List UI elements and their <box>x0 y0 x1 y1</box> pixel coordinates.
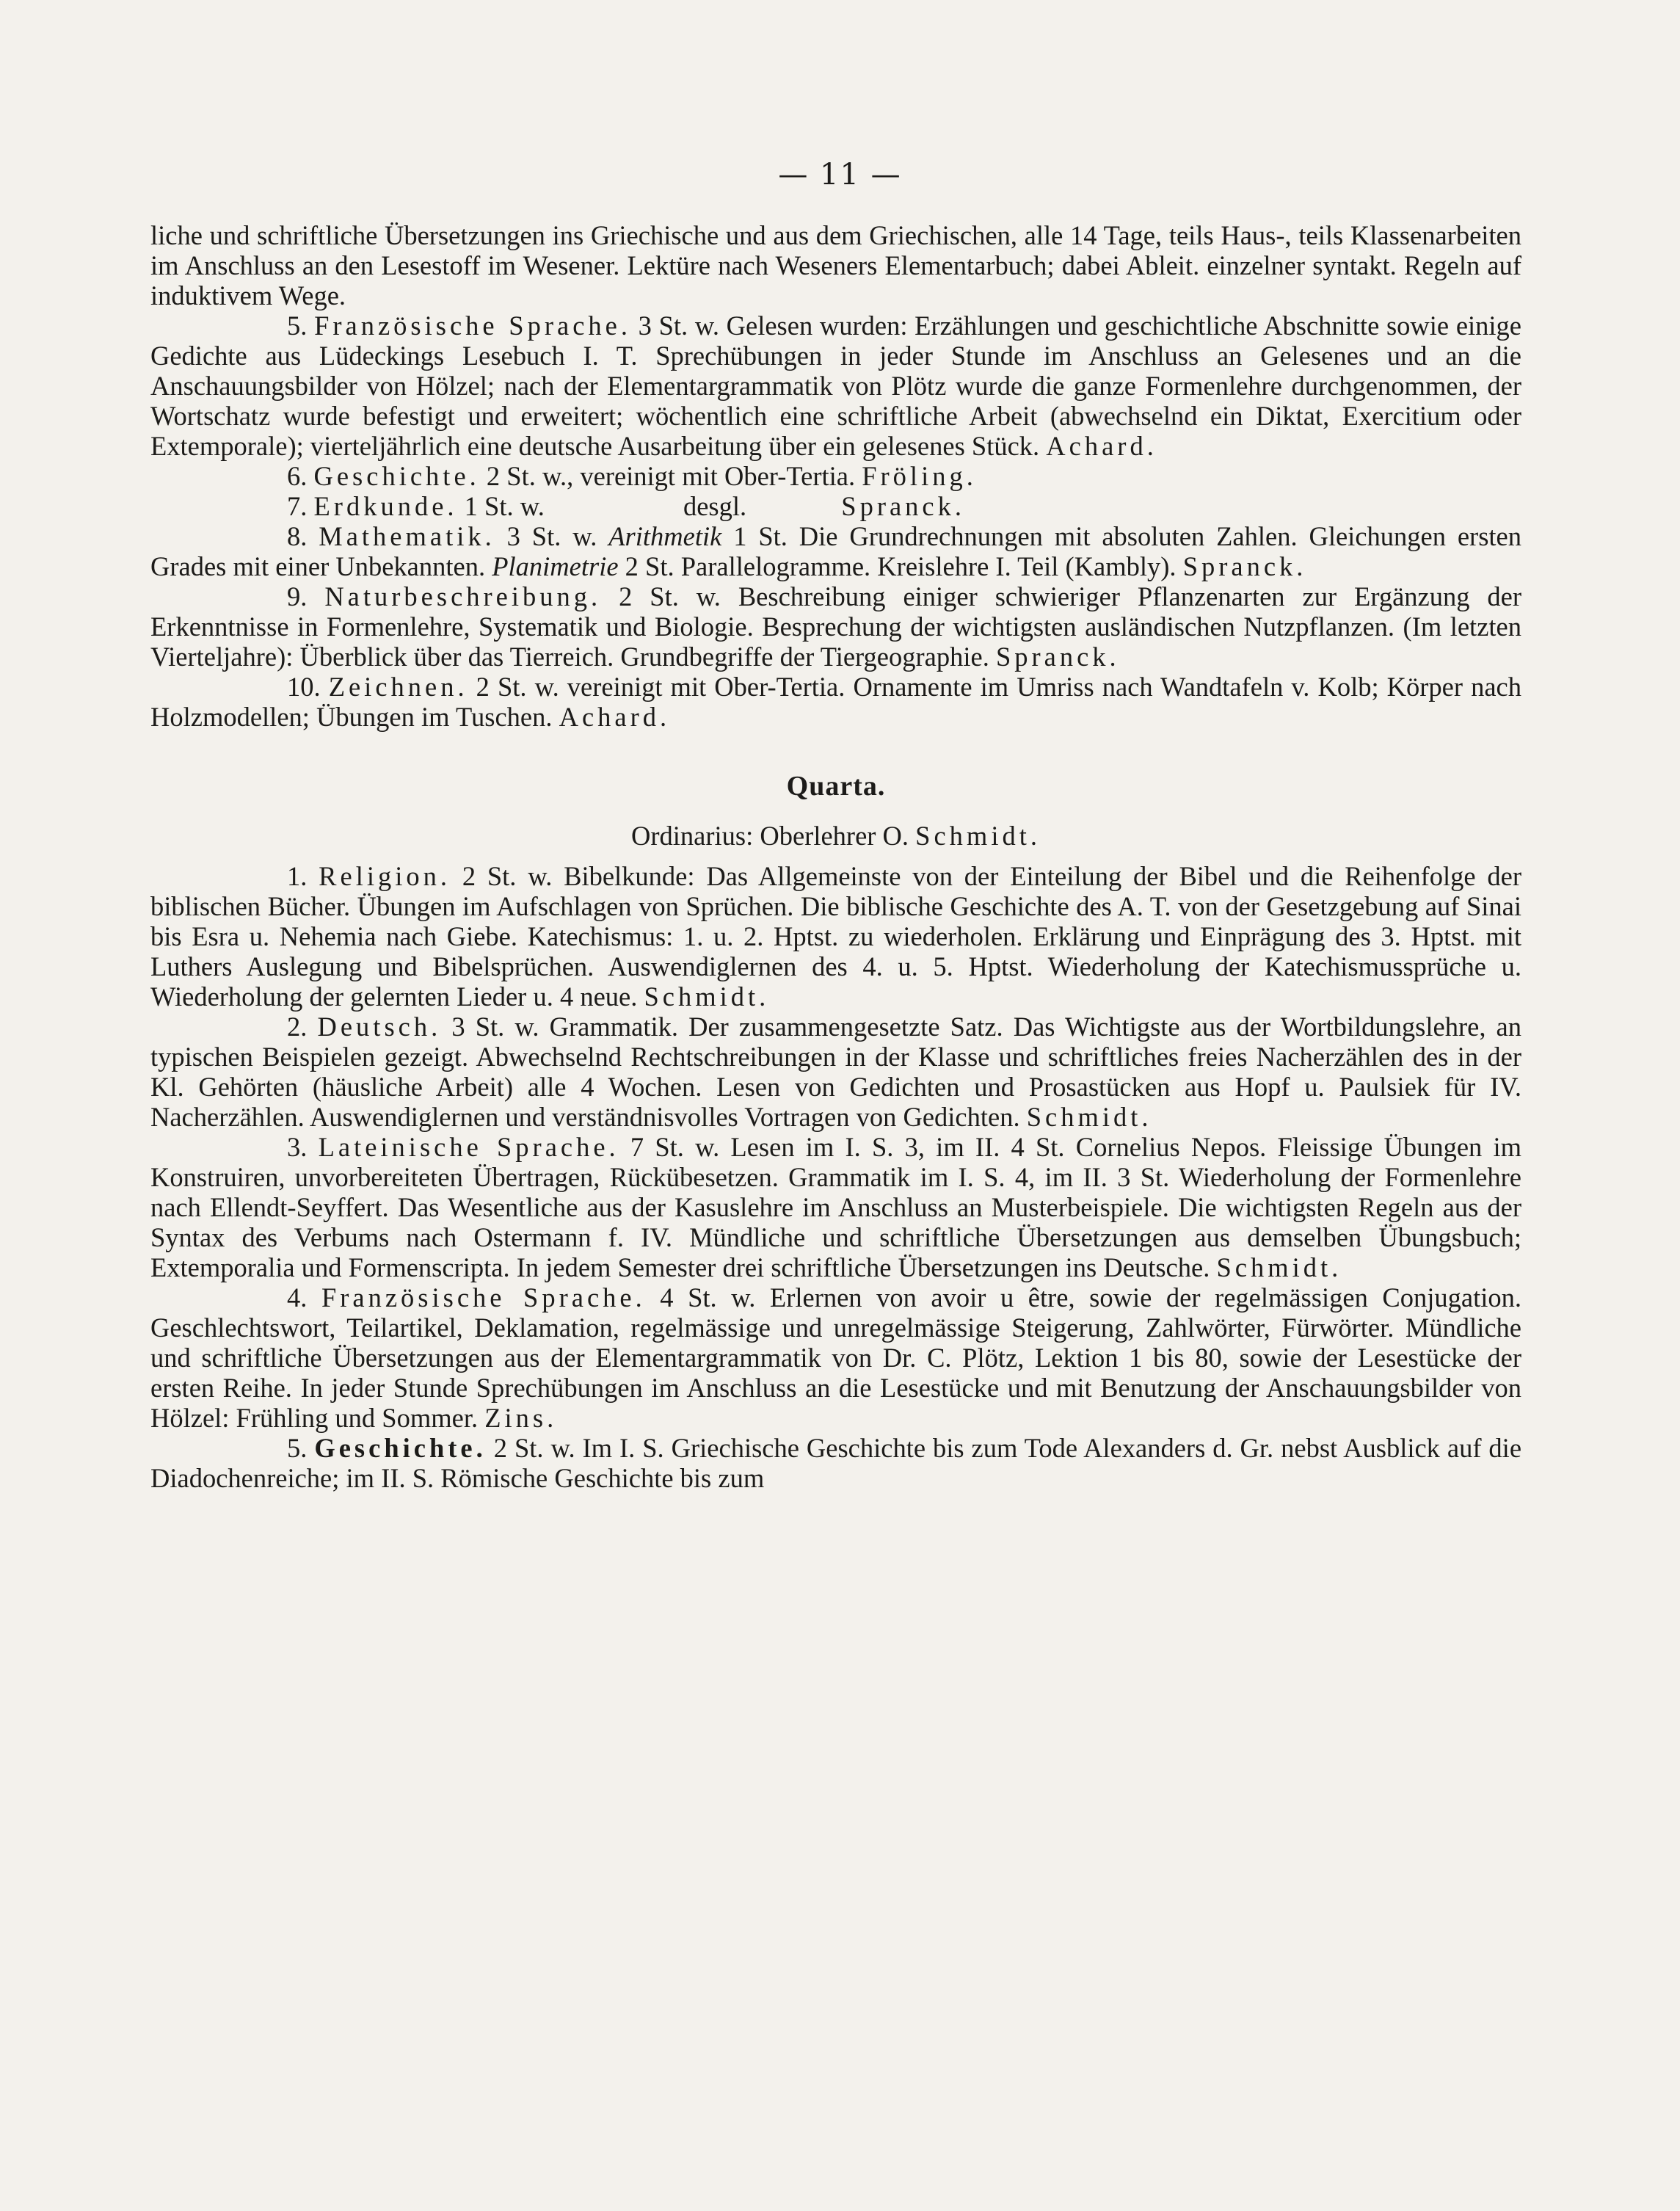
item-number: 4. <box>287 1282 308 1313</box>
item-number: 3. <box>287 1132 308 1162</box>
paragraph-erdkunde <box>150 491 1521 521</box>
paragraph-text: 2 St. w. Im I. S. Griechische Geschichte bis zum Tode Alexanders d. Gr. nebst Ausblick auf die Diadochenreiche; im II. S. Römische Geschichte bis zum <box>150 1433 1522 1493</box>
page-number: — 11 — <box>778 158 902 192</box>
paragraph-naturbeschreibung <box>150 581 1521 672</box>
paragraph-religion <box>150 861 1521 1012</box>
subsection-label: Arithmetik <box>608 521 722 551</box>
teacher-name: Schmidt. <box>644 981 770 1012</box>
subject-title: Französische Sprache. <box>314 311 631 341</box>
item-number: 10. <box>287 672 321 702</box>
teacher-name: Spranck. <box>841 491 965 521</box>
paragraph-text: 1 St. w. <box>464 491 545 521</box>
paragraph-franzoesisch <box>150 311 1521 461</box>
paragraph-zeichnen <box>150 672 1521 732</box>
teacher-name: Achard. <box>1046 431 1157 461</box>
paragraph-text: 2 St. w. Bibelkunde: Das Allgemeinste von der Einteilung der Bibel und die Reihenfolge der biblischen Bücher. Übungen im Aufschlagen von Sprüchen. Die biblische Geschichte des A. T. von der Gesetzgebung auf Sinai bis Esra u. Nehemia nach Giebe. Katechismus: 1. u. 2. Hptst. zu wiederholen. Erklärung und Einprägung des 3. Hptst. mit Luthers Auslegung und Bibelsprüchen. Auswendiglernen des 4. u. 5. Hptst. Wiederholung der Katechismussprüche u. Wiederholung der gelernten Lieder u. 4 neue. <box>150 861 1522 1012</box>
subject-title: Deutsch. <box>317 1012 442 1042</box>
item-number: 6. <box>287 461 308 491</box>
paragraph-deutsch <box>150 1012 1521 1132</box>
teacher-name: Fröling. <box>862 461 977 491</box>
document-body <box>150 220 1521 1493</box>
subject-title: Erdkunde. <box>313 491 458 521</box>
teacher-name: Schmidt. <box>915 821 1041 851</box>
paragraph-text: 1 St. Die Grundrechnungen mit absoluten Zahlen. Gleichungen ersten Grades mit einer Unbekannten. <box>150 521 1522 581</box>
teacher-name: Schmidt. <box>1026 1102 1152 1132</box>
item-number: 5. <box>287 1433 308 1463</box>
subject-title: Lateinische Sprache. <box>318 1132 619 1162</box>
subject-title: Französische Sprache. <box>321 1282 646 1313</box>
paragraph-text: 2 St. w., vereinigt mit Ober-Tertia. <box>486 461 856 491</box>
subject-title: Geschichte. <box>313 461 480 491</box>
item-number: 5. <box>287 311 308 341</box>
teacher-name: Spranck. <box>995 642 1120 672</box>
teacher-name: Zins. <box>484 1403 558 1433</box>
paragraph-text: 3 St. w. Gelesen wurden: Erzählungen und geschichtliche Abschnitte sowie einige Gedichte aus Lüdeckings Lesebuch I. T. Sprechübungen in jeder Stunde im Anschluss an Gelesenes und an die Anschauungsbilder von Hölzel; nach der Elementargrammatik von Plötz wurde die ganze Formenlehre durchgenommen, der Wortschatz wurde befestigt und erweitert; wöchentlich eine schriftliche Arbeit (abwechselnd ein Diktat, Exercitium oder Extemporale); vierteljährlich eine deutsche Ausarbeitung über ein gelesenes Stück. <box>150 311 1521 461</box>
item-number: 2. <box>287 1012 308 1042</box>
section-heading-quarta: Quarta. <box>786 771 886 802</box>
paragraph-text: 2 St. w. vereinigt mit Ober-Tertia. Ornamente im Umriss nach Wandtafeln v. Kolb; Körper nach Holzmodellen; Übungen im Tuschen. <box>150 672 1521 732</box>
teacher-name: Spranck. <box>1182 551 1307 581</box>
desgl-text: desgl. <box>683 491 747 521</box>
teacher-name: Achard. <box>559 702 671 732</box>
teacher-name: Schmidt. <box>1216 1252 1342 1282</box>
subject-title: Naturbeschreibung. <box>324 581 602 611</box>
paragraph-text: 3 St. w. Grammatik. Der zusammengesetzte Satz. Das Wichtigste aus der Wortbildungslehre, an typischen Beispielen gezeigt. Abwechselnd Rechtschreibungen in der Klasse und schriftliches freies Nacherzählen des in der Kl. Gehörten (häusliche Arbeit) alle 4 Wochen. Lesen von Gedichten und Prosastücken aus Hopf u. Paulsiek für IV. Nacherzählen. Auswendiglernen und verständnisvolles Vortragen von Gedichten. <box>150 1012 1522 1132</box>
item-number: 8. <box>287 521 308 551</box>
ordinarius-line <box>150 821 1521 851</box>
paragraph-geschichte <box>150 461 1521 491</box>
paragraph-text: liche und schriftliche Übersetzungen ins Griechische und aus dem Griechischen, alle 14 Tage, teils Haus-, teils Klassenarbeiten im Anschluss an den Lesestoff im Wesener. Lektüre nach Weseners Elementarbuch; dabei Ableit. einzelner syntakt. Regeln auf induktivem Wege. <box>150 220 1521 311</box>
paragraph-geschichte-quarta <box>150 1433 1521 1493</box>
item-number: 1. <box>287 861 308 891</box>
ordinarius-label: Ordinarius: Oberlehrer O. <box>631 821 909 851</box>
paragraph-text: 4 St. w. Erlernen von avoir u être, sowie der regelmässigen Conjugation. Geschlechtswort, Teilartikel, Deklamation, regelmässige und unregelmässige Steigerung, Zahlwörter, Fürwörter. Mündliche und schriftliche Übersetzungen aus der Elementargrammatik von Dr. C. Plötz, Lektion 1 bis 80, sowie der Lesestücke der ersten Reihe. In jeder Stunde Sprechübungen im Anschluss an die Lesestücke und mit Benutzung der Anschauungsbilder von Hölzel: Frühling und Sommer. <box>150 1282 1521 1433</box>
item-number: 9. <box>287 581 308 611</box>
subject-title: Zeichnen. <box>328 672 468 702</box>
paragraph-text: 7 St. w. Lesen im I. S. 3, im II. 4 St. Cornelius Nepos. Fleissige Übungen im Konstruiren, unvorbereiteten Übertragen, Rückübesetzen. Grammatik im I. S. 4, im II. 3 St. Wiederholung der Formenlehre nach Ellendt-Seyffert. Das Wesentliche aus der Kasuslehre im Anschluss an Musterbeispiele. Die wichtigsten Regeln aus der Syntax des Verbums nach Ostermann f. IV. Mündliche und schriftliche Übersetzungen aus demselben Übungsbuch; Extemporalia und Formenscripta. In jedem Semester drei schriftliche Übersetzungen ins Deutsche. <box>150 1132 1522 1282</box>
paragraph-mathematik <box>150 521 1521 581</box>
subject-title: Mathematik. <box>319 521 495 551</box>
paragraph-latein <box>150 1132 1521 1282</box>
subsection-label: Planimetrie <box>492 551 619 581</box>
paragraph-text: 2 St. w. Beschreibung einiger schwieriger Pflanzenarten zur Ergänzung der Erkenntnisse in Formenlehre, Systematik und Biologie. Besprechung der wichtigsten ausländischen Nutzpflanzen. (Im letzten Vierteljahre): Überblick über das Tierreich. Grundbegriffe der Tiergeographie. <box>150 581 1522 672</box>
subject-title: Geschichte. <box>314 1433 487 1463</box>
paragraph-greek-continuation <box>150 220 1521 311</box>
paragraph-text: 3 St. w. <box>506 521 597 551</box>
subject-title: Religion. <box>319 861 451 891</box>
item-number: 7. <box>287 491 308 521</box>
paragraph-franzoesisch-quarta <box>150 1282 1521 1433</box>
paragraph-text: 2 St. Parallelogramme. Kreislehre I. Teil (Kambly). <box>625 551 1177 581</box>
